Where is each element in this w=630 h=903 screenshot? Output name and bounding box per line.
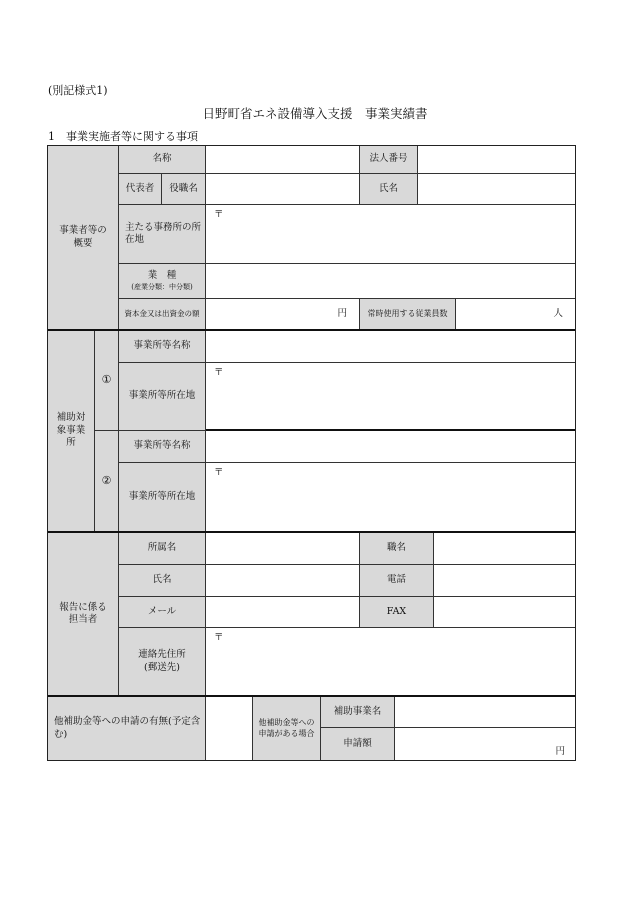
office-2-name-field[interactable] [206,431,575,463]
department-field[interactable] [206,533,360,565]
office-1-address-label: 事業所等所在地 [119,363,206,431]
industry-note: (産業分類：中分類) [131,282,193,291]
report-form-table [47,145,576,761]
contact-address-field[interactable] [206,628,575,696]
section-divider [48,329,575,331]
contact-address-label: 連絡先住所(郵送先) [119,628,206,696]
corporate-number-label: 法人番号 [360,146,418,174]
representative-name-label: 氏名 [360,174,418,205]
fax-label: FAX [360,597,434,628]
office-2-name-label: 事業所等名称 [119,431,206,463]
capital-yen-unit: 円 [337,307,347,319]
document-title: 日野町省エネ設備導入支援 事業実績書 [202,106,428,121]
email-field[interactable] [206,597,360,628]
office-1-name-field[interactable] [206,331,575,363]
corporate-number-field[interactable] [418,146,575,174]
representative-title-field[interactable] [206,174,360,205]
section-divider [48,531,575,533]
phone-label: 電話 [360,565,434,597]
department-label: 所属名 [119,533,206,565]
industry-field[interactable] [206,264,575,299]
contact-group-label: 報告に係る担当者 [48,533,119,696]
postal-mark: 〒 [214,632,224,643]
representative-label: 代表者 [119,174,162,205]
other-subsidy-question-label: 他補助金等への申請の有無(予定含む) [48,697,206,760]
overview-group-label: 事業者等の概要 [48,146,119,330]
position-label: 職名 [360,533,434,565]
office-address-label: 主たる事務所の所在地 [119,205,206,264]
postal-mark: 〒 [214,467,224,478]
representative-title-label: 役職名 [162,174,206,205]
office-address-field[interactable] [206,205,575,264]
subsidy-name-field[interactable] [395,697,575,728]
office-1-number: ① [95,331,119,431]
representative-name-field[interactable] [418,174,575,205]
section-heading: 1 事業実施者等に関する事項 [48,130,198,143]
amount-yen-unit: 円 [555,745,565,757]
section-divider [48,695,575,697]
name-label: 名称 [119,146,206,174]
position-field[interactable] [434,533,575,565]
contact-name-field[interactable] [206,565,360,597]
office-2-address-field[interactable] [206,463,575,532]
industry-label: 業 種 (産業分類：中分類) [119,264,206,299]
postal-mark: 〒 [214,209,224,220]
name-field[interactable] [206,146,360,174]
postal-mark: 〒 [214,367,224,378]
phone-field[interactable] [434,565,575,597]
employees-unit: 人 [553,307,563,319]
fax-field[interactable] [434,597,575,628]
other-subsidy-answer-field[interactable] [206,697,253,760]
if-applied-label: 他補助金等への申請がある場合 [253,697,321,760]
capital-label: 資本金又は出資金の額 [119,299,206,330]
subsidy-name-label: 補助事業名 [321,697,395,728]
amount-label: 申請額 [321,728,395,760]
amount-field[interactable] [395,728,575,760]
office-2-number: ② [95,431,119,532]
capital-field[interactable] [206,299,360,330]
target-offices-group-label: 補助対象事業所 [48,331,95,532]
form-label: (別記様式1) [48,84,108,97]
contact-name-label: 氏名 [119,565,206,597]
office-1-address-field[interactable] [206,363,575,431]
employees-field[interactable] [456,299,575,330]
employees-label: 常時使用する従業員数 [360,299,456,330]
email-label: メール [119,597,206,628]
office-2-address-label: 事業所等所在地 [119,463,206,532]
office-1-name-label: 事業所等名称 [119,331,206,363]
